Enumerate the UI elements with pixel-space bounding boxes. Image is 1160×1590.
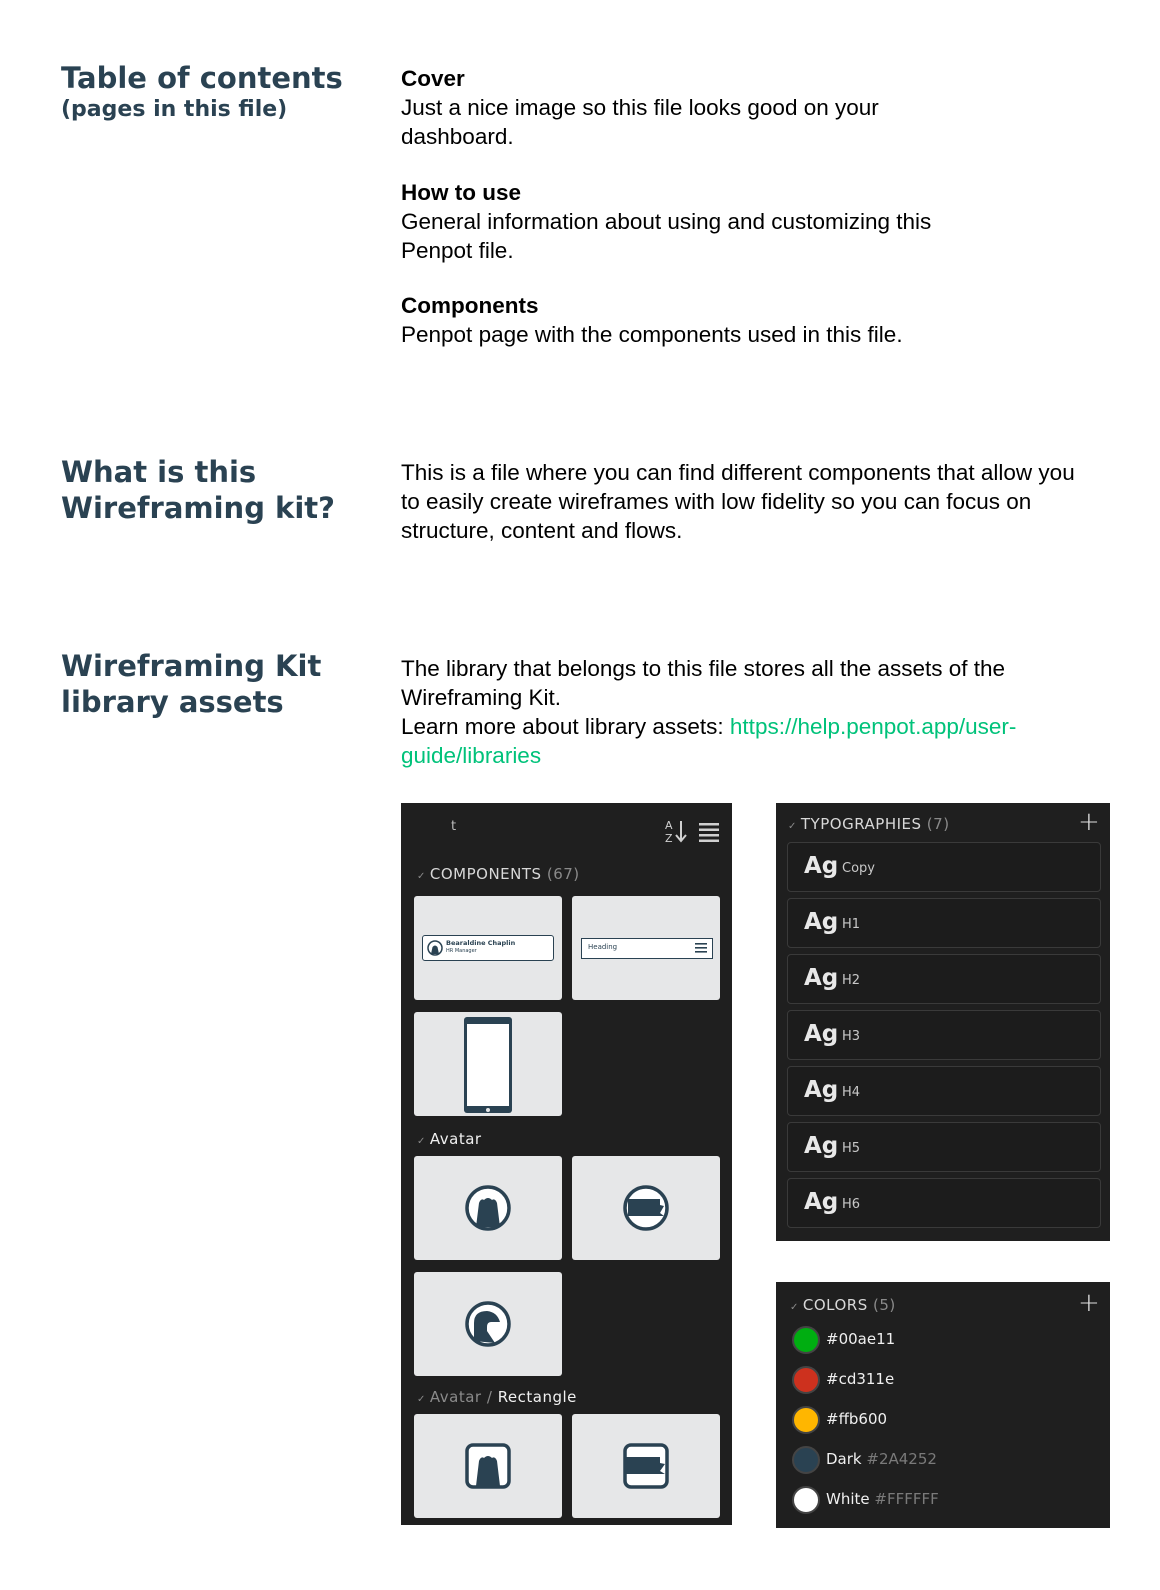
user-card-preview — [422, 935, 554, 961]
typography-label: H3 — [842, 1029, 861, 1044]
avatar-icon — [427, 940, 443, 956]
component-thumb-phone[interactable] — [414, 1012, 562, 1116]
svg-text:A: A — [665, 819, 673, 832]
toc-item-body: Just a nice image so this file looks good on your dashboard. — [401, 95, 879, 149]
typographies-panel — [776, 803, 1110, 1241]
typographies-header[interactable] — [788, 815, 950, 833]
typography-sample: Ag — [804, 1021, 839, 1047]
toc-item-title: Cover — [401, 66, 465, 91]
group-path-current: Rectangle — [497, 1388, 577, 1406]
components-panel — [401, 803, 732, 1525]
toc-subtitle: (pages in this file) — [61, 97, 288, 122]
chevron-down-icon: ✓ — [417, 871, 426, 882]
user-card-role: HR Manager — [446, 948, 477, 954]
what-title-line2: Wireframing kit? — [61, 491, 335, 525]
what-body: This is a file where you can find different components that allow you to easily create wireframes with low fidelity so you can focus on structure, content and flows. — [401, 460, 1075, 543]
toc-item-components — [401, 291, 1041, 349]
library-link-line1[interactable]: https://help.penpot.app/user- — [729, 714, 1017, 739]
typography-sample: Ag — [804, 965, 839, 991]
color-swatch — [792, 1366, 820, 1394]
component-thumb-avatar-circle-bird[interactable] — [414, 1272, 562, 1376]
colors-panel — [776, 1282, 1110, 1528]
avatar-group-label: Avatar — [429, 1130, 482, 1148]
color-swatch — [792, 1446, 820, 1474]
toc-item-body: General information about using and customizing this Penpot file. — [401, 209, 932, 263]
colors-header[interactable] — [790, 1296, 896, 1314]
color-name: #cd311e — [826, 1370, 895, 1388]
avatar-bird-icon — [465, 1301, 511, 1347]
component-thumb-heading[interactable] — [572, 896, 720, 1000]
toc-heading — [61, 60, 343, 124]
sort-az-icon[interactable] — [664, 817, 690, 845]
search-text[interactable]: t — [451, 819, 457, 834]
add-typography-icon[interactable]: + — [1078, 807, 1100, 837]
avatar-rectangle-group-header[interactable] — [417, 1388, 577, 1406]
colors-header-label: COLORS — [802, 1296, 868, 1314]
avatar-group-header[interactable] — [417, 1130, 482, 1148]
heading-label: Heading — [588, 943, 618, 951]
user-card-name: Bearaldine Chaplin — [446, 939, 516, 947]
component-thumb-avatar-circle-person[interactable] — [414, 1156, 562, 1260]
phone-icon — [462, 1015, 514, 1113]
toc-title: Table of contents — [61, 61, 343, 95]
typography-item-h4[interactable] — [787, 1066, 1101, 1116]
color-hex: #FFFFFF — [874, 1490, 939, 1508]
color-swatch — [792, 1326, 820, 1354]
typographies-count: (7) — [926, 815, 950, 833]
toc-item-title: How to use — [401, 180, 522, 205]
list-view-icon[interactable] — [698, 821, 720, 843]
typography-label: Copy — [842, 861, 875, 876]
toc-item-cover — [401, 64, 961, 151]
color-name: White — [826, 1490, 870, 1508]
avatar-person-icon — [465, 1185, 511, 1231]
group-path-parent: Avatar / — [429, 1388, 493, 1406]
what-heading — [61, 454, 335, 526]
menu-icon — [695, 943, 707, 953]
typography-sample: Ag — [804, 909, 839, 935]
typography-sample: Ag — [804, 1077, 839, 1103]
library-description: The library that belongs to this file stores all the assets of the Wireframing Kit. — [401, 656, 1006, 710]
library-learn-more: Learn more about library assets: — [401, 714, 730, 739]
avatar-rect-person-icon — [465, 1443, 511, 1489]
library-title-line2: library assets — [61, 685, 284, 719]
avatar-flag-icon — [623, 1185, 669, 1231]
typography-item-h1[interactable] — [787, 898, 1101, 948]
colors-count: (5) — [873, 1296, 896, 1314]
library-heading — [61, 648, 321, 720]
typography-item-copy[interactable] — [787, 842, 1101, 892]
component-thumb-avatar-rect-flag[interactable] — [572, 1414, 720, 1518]
component-thumb-avatar-circle-flag[interactable] — [572, 1156, 720, 1260]
typography-sample: Ag — [804, 853, 839, 879]
color-name: #00ae11 — [826, 1330, 896, 1348]
toc-item-title: Components — [401, 293, 539, 318]
chevron-down-icon: ✓ — [417, 1394, 426, 1405]
heading-preview — [581, 938, 713, 959]
chevron-down-icon: ✓ — [417, 1136, 426, 1147]
components-count: (67) — [546, 865, 580, 883]
typography-item-h6[interactable] — [787, 1178, 1101, 1228]
component-thumb-avatar-rect-person[interactable] — [414, 1414, 562, 1518]
components-header-label: COMPONENTS — [429, 865, 542, 883]
typography-sample: Ag — [804, 1189, 839, 1215]
typography-label: H5 — [842, 1141, 861, 1156]
avatar-rect-flag-icon — [623, 1443, 669, 1489]
typography-item-h2[interactable] — [787, 954, 1101, 1004]
color-name: #ffb600 — [826, 1410, 888, 1428]
chevron-down-icon: ✓ — [788, 821, 797, 832]
typography-label: H4 — [842, 1085, 861, 1100]
component-thumb-user-card[interactable] — [414, 896, 562, 1000]
color-swatch — [792, 1406, 820, 1434]
svg-text:Z: Z — [665, 832, 673, 845]
color-hex: #2A4252 — [866, 1450, 937, 1468]
components-header[interactable] — [417, 865, 580, 883]
toc-item-how-to-use — [401, 178, 961, 265]
library-body — [401, 654, 1101, 770]
typography-item-h3[interactable] — [787, 1010, 1101, 1060]
typography-label: H2 — [842, 973, 861, 988]
chevron-down-icon: ✓ — [790, 1302, 799, 1313]
toc-item-body: Penpot page with the components used in this file. — [401, 322, 903, 347]
library-link-line2[interactable]: guide/libraries — [401, 743, 542, 768]
what-title-line1: What is this — [61, 455, 257, 489]
typography-sample: Ag — [804, 1133, 839, 1159]
typographies-header-label: TYPOGRAPHIES — [800, 815, 922, 833]
typography-label: H6 — [842, 1197, 861, 1212]
color-name: Dark — [826, 1450, 862, 1468]
typography-label: H1 — [842, 917, 861, 932]
library-title-line1: Wireframing Kit — [61, 649, 322, 683]
typography-item-h5[interactable] — [787, 1122, 1101, 1172]
add-color-icon[interactable]: + — [1078, 1288, 1100, 1318]
color-swatch — [792, 1486, 820, 1514]
